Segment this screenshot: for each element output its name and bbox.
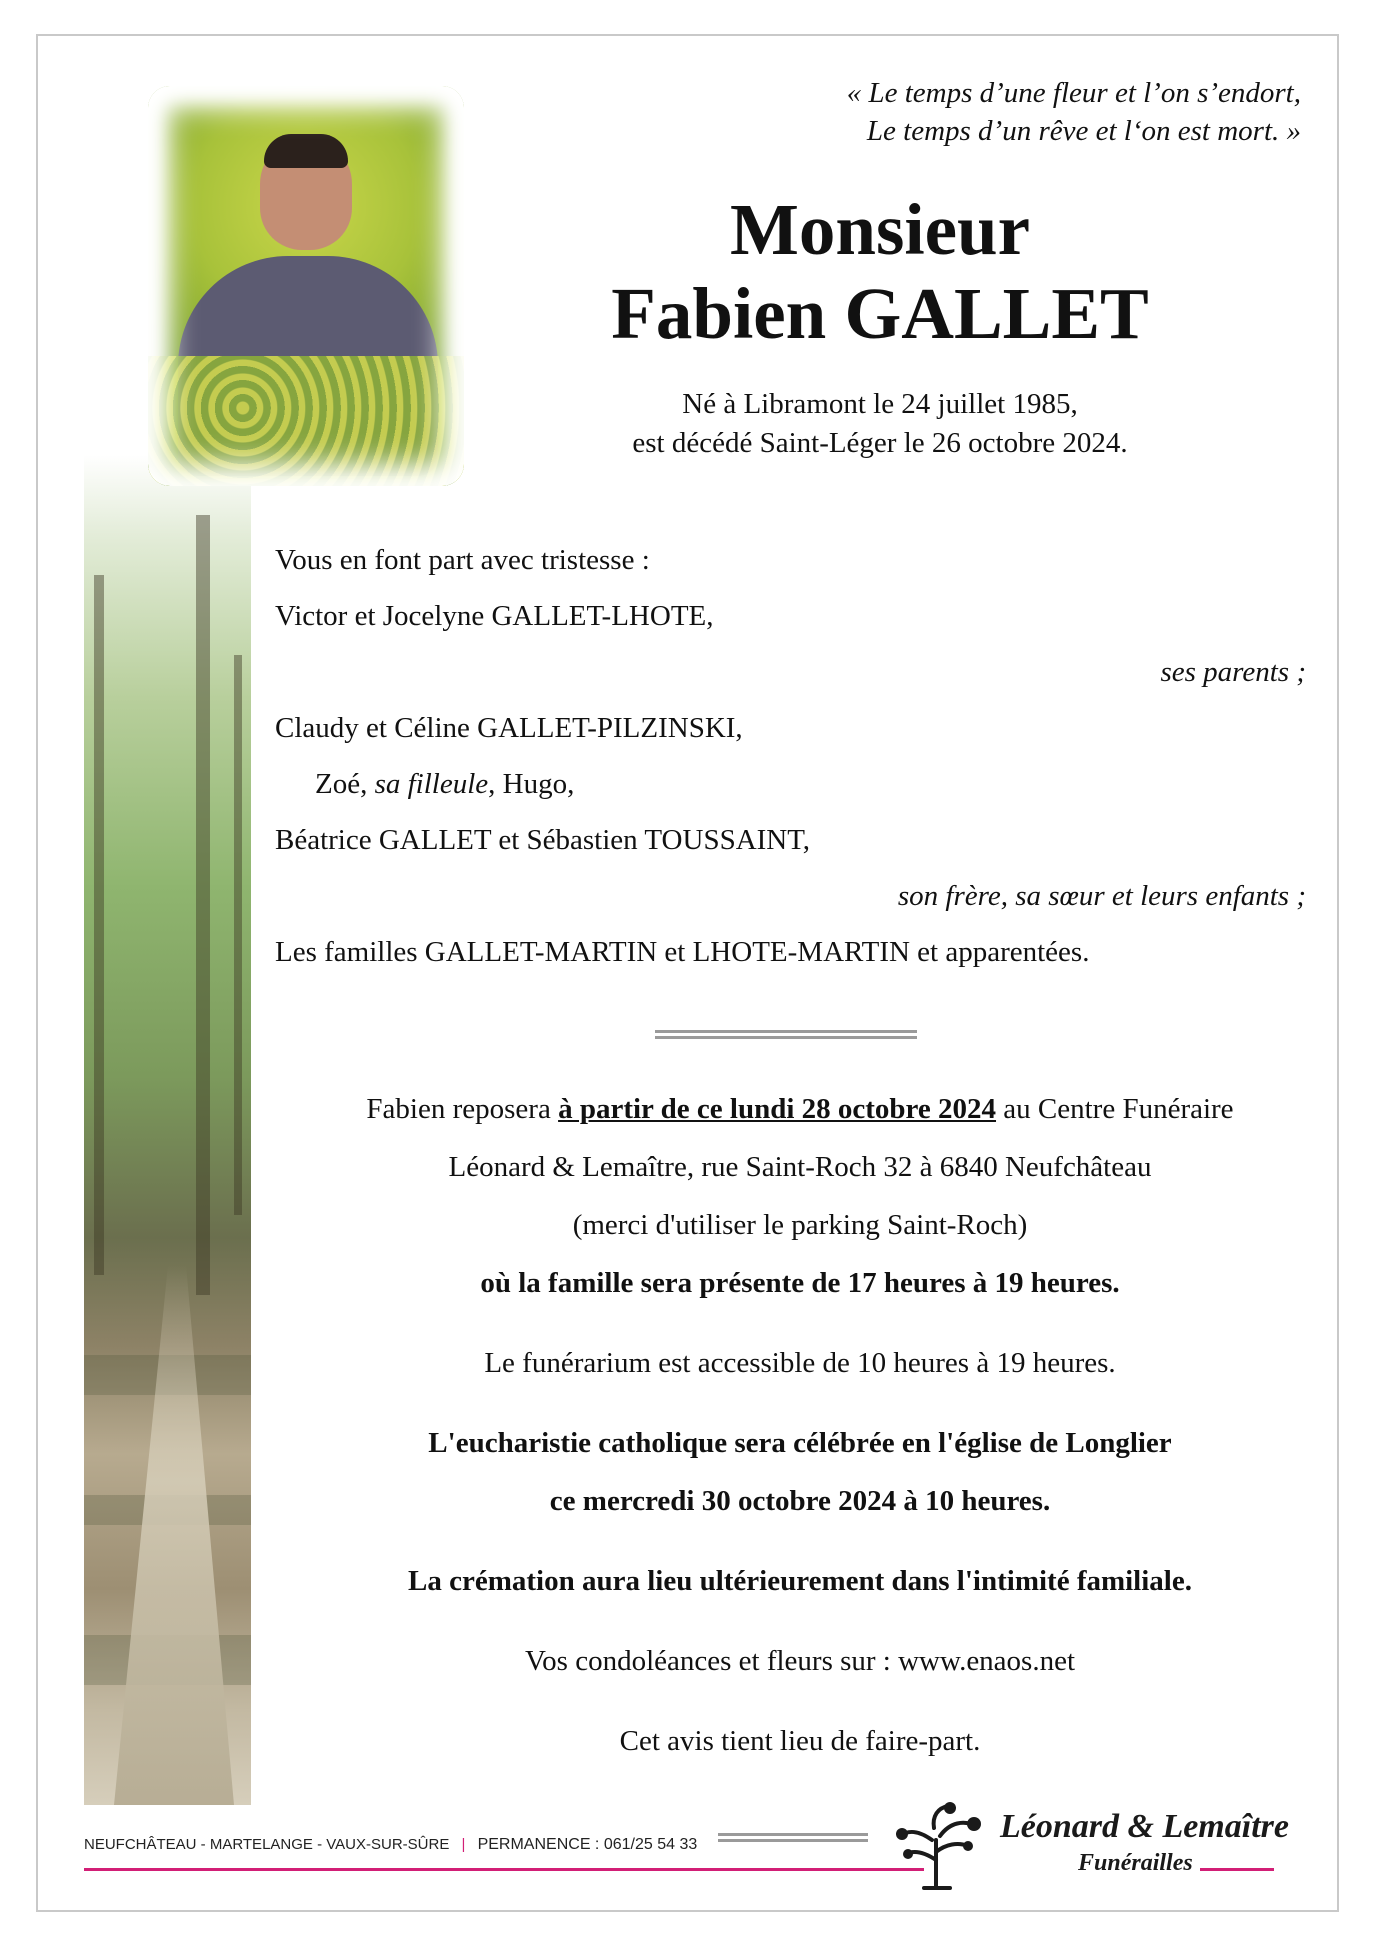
rest-text-c: au Centre Funéraire xyxy=(996,1093,1234,1125)
condolences-line: Vos condoléances et fleurs sur : www.enaos.net xyxy=(524,1645,1076,1677)
birth-death-info xyxy=(560,385,1200,463)
footer-locations: NEUFCHÂTEAU - MARTELANGE - VAUX-SUR-SÛRE xyxy=(84,1836,450,1853)
quote-line-1: « Le temps d’une fleur et l’on s’endort, xyxy=(846,77,1301,109)
family-parents: Victor et Jocelyne GALLET-LHOTE, xyxy=(275,600,714,632)
family-list xyxy=(275,538,1306,986)
tree-logo-icon xyxy=(888,1800,988,1890)
footer-separator: | xyxy=(461,1836,466,1853)
family-parents-role: ses parents ; xyxy=(1160,656,1306,688)
family-sibling-2: Béatrice GALLET et Sébastien TOUSSAINT, xyxy=(275,824,811,856)
family-intro: Vous en font part avec tristesse : xyxy=(275,544,650,576)
portrait-photo xyxy=(148,86,464,486)
children-name-c: , Hugo, xyxy=(488,768,575,800)
address-line: Léonard & Lemaître, rue Saint-Roch 32 à 6840 Neufchâteau xyxy=(448,1151,1152,1183)
mass-line-1: L'eucharistie catholique sera célébrée en l'église de Longlier xyxy=(428,1427,1172,1459)
rest-date: à partir de ce lundi 28 octobre 2024 xyxy=(558,1093,997,1125)
footer-accent-line-right xyxy=(1200,1868,1274,1871)
rest-text-a: Fabien reposera xyxy=(366,1093,559,1125)
family-siblings-role: son frère, sa sœur et leurs enfants ; xyxy=(897,880,1306,912)
children-godchild-note: sa filleule xyxy=(374,768,489,800)
forest-path-image xyxy=(84,455,251,1805)
children-name-a: Zoé, xyxy=(315,768,375,800)
notice-line: Cet avis tient lieu de faire-part. xyxy=(619,1725,981,1757)
footer-double-rule xyxy=(718,1833,868,1842)
family-present-line: où la famille sera présente de 17 heures à 19 heures. xyxy=(480,1267,1120,1299)
death-line: est décédé Saint-Léger le 26 octobre 2024. xyxy=(632,427,1128,459)
footer-contact xyxy=(84,1836,697,1854)
funeral-home-subtitle: Funérailles xyxy=(1078,1850,1193,1876)
family-others: Les familles GALLET-MARTIN et LHOTE-MARTIN et apparentées. xyxy=(275,936,1090,968)
poem-quote xyxy=(701,74,1301,150)
family-sibling-1: Claudy et Céline GALLET-PILZINSKI, xyxy=(275,712,743,744)
birth-line: Né à Libramont le 24 juillet 1985, xyxy=(682,388,1078,420)
title-honorific: Monsieur xyxy=(729,189,1031,270)
rest-line xyxy=(260,1080,1340,1138)
footer-accent-line xyxy=(84,1868,924,1871)
funeral-info xyxy=(260,1080,1340,1770)
title-fullname: Fabien GALLET xyxy=(611,273,1149,354)
parking-line: (merci d'utiliser le parking Saint-Roch) xyxy=(572,1209,1028,1241)
quote-line-2: Le temps d’un rêve et l‘on est mort. » xyxy=(866,115,1301,147)
cremation-line: La crémation aura lieu ultérieurement dans l'intimité familiale. xyxy=(408,1565,1192,1597)
section-divider xyxy=(655,1030,917,1039)
family-children xyxy=(275,762,1306,818)
hours-line: Le funérarium est accessible de 10 heures à 19 heures. xyxy=(484,1347,1116,1379)
mass-line-2: ce mercredi 30 octobre 2024 à 10 heures. xyxy=(549,1485,1051,1517)
deceased-name xyxy=(560,188,1200,356)
footer-permanence: PERMANENCE : 061/25 54 33 xyxy=(477,1836,698,1853)
funeral-home-brand: Léonard & Lemaître xyxy=(1000,1808,1289,1845)
